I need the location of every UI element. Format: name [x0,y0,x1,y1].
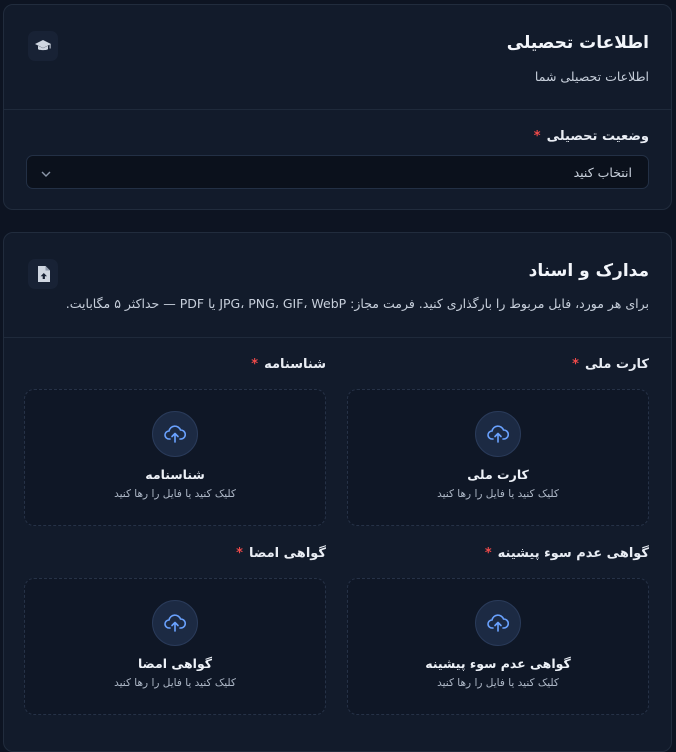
dropzone-title: شناسنامه [145,467,205,482]
dropzone-hint: کلیک کنید یا فایل را رها کنید [437,677,559,689]
criminal-record-label: گواهی عدم سوء پیشینه* [484,546,649,561]
dropzone-hint: کلیک کنید یا فایل را رها کنید [437,488,559,500]
cloud-upload-icon [152,600,198,646]
chevron-down-icon [41,163,51,182]
dropzone-title: کارت ملی [467,467,529,482]
cloud-upload-icon [475,411,521,457]
criminal-record-dropzone[interactable] [347,578,649,715]
education-divider [4,109,671,110]
birth-certificate-label: شناسنامه* [251,357,326,372]
status-select[interactable] [26,155,649,189]
file-upload-icon [28,259,58,289]
dropzone-hint: کلیک کنید یا فایل را رها کنید [114,677,236,689]
birth-certificate-dropzone[interactable] [24,389,326,526]
education-card [3,4,672,210]
graduation-cap-icon [28,31,58,61]
documents-divider [4,337,671,338]
dropzone-hint: کلیک کنید یا فایل را رها کنید [114,488,236,500]
national-card-label: کارت ملی* [572,357,649,372]
education-title: اطلاعات تحصیلی [506,33,649,53]
cloud-upload-icon [152,411,198,457]
education-card-header [4,5,671,109]
dropzone-title: گواهی امضا [137,656,213,671]
documents-card-header [4,233,671,337]
education-subtitle: اطلاعات تحصیلی شما [534,69,649,84]
documents-title: مدارک و اسناد [528,261,649,281]
dropzone-title: گواهی عدم سوء پیشینه [425,656,571,671]
status-field-label: وضعیت تحصیلی* [533,129,649,144]
national-card-dropzone[interactable] [347,389,649,526]
signature-certificate-dropzone[interactable] [24,578,326,715]
documents-card [3,232,672,752]
signature-certificate-label: گواهی امضا* [236,546,326,561]
documents-subtitle: برای هر مورد، فایل مربوط را بارگذاری کنید. فرمت مجاز: JPG، PNG، GIF، WebP یا PDF — حداکثر ۵ مگابایت. [65,296,649,311]
status-select-value: انتخاب کنید [573,164,632,180]
cloud-upload-icon [475,600,521,646]
